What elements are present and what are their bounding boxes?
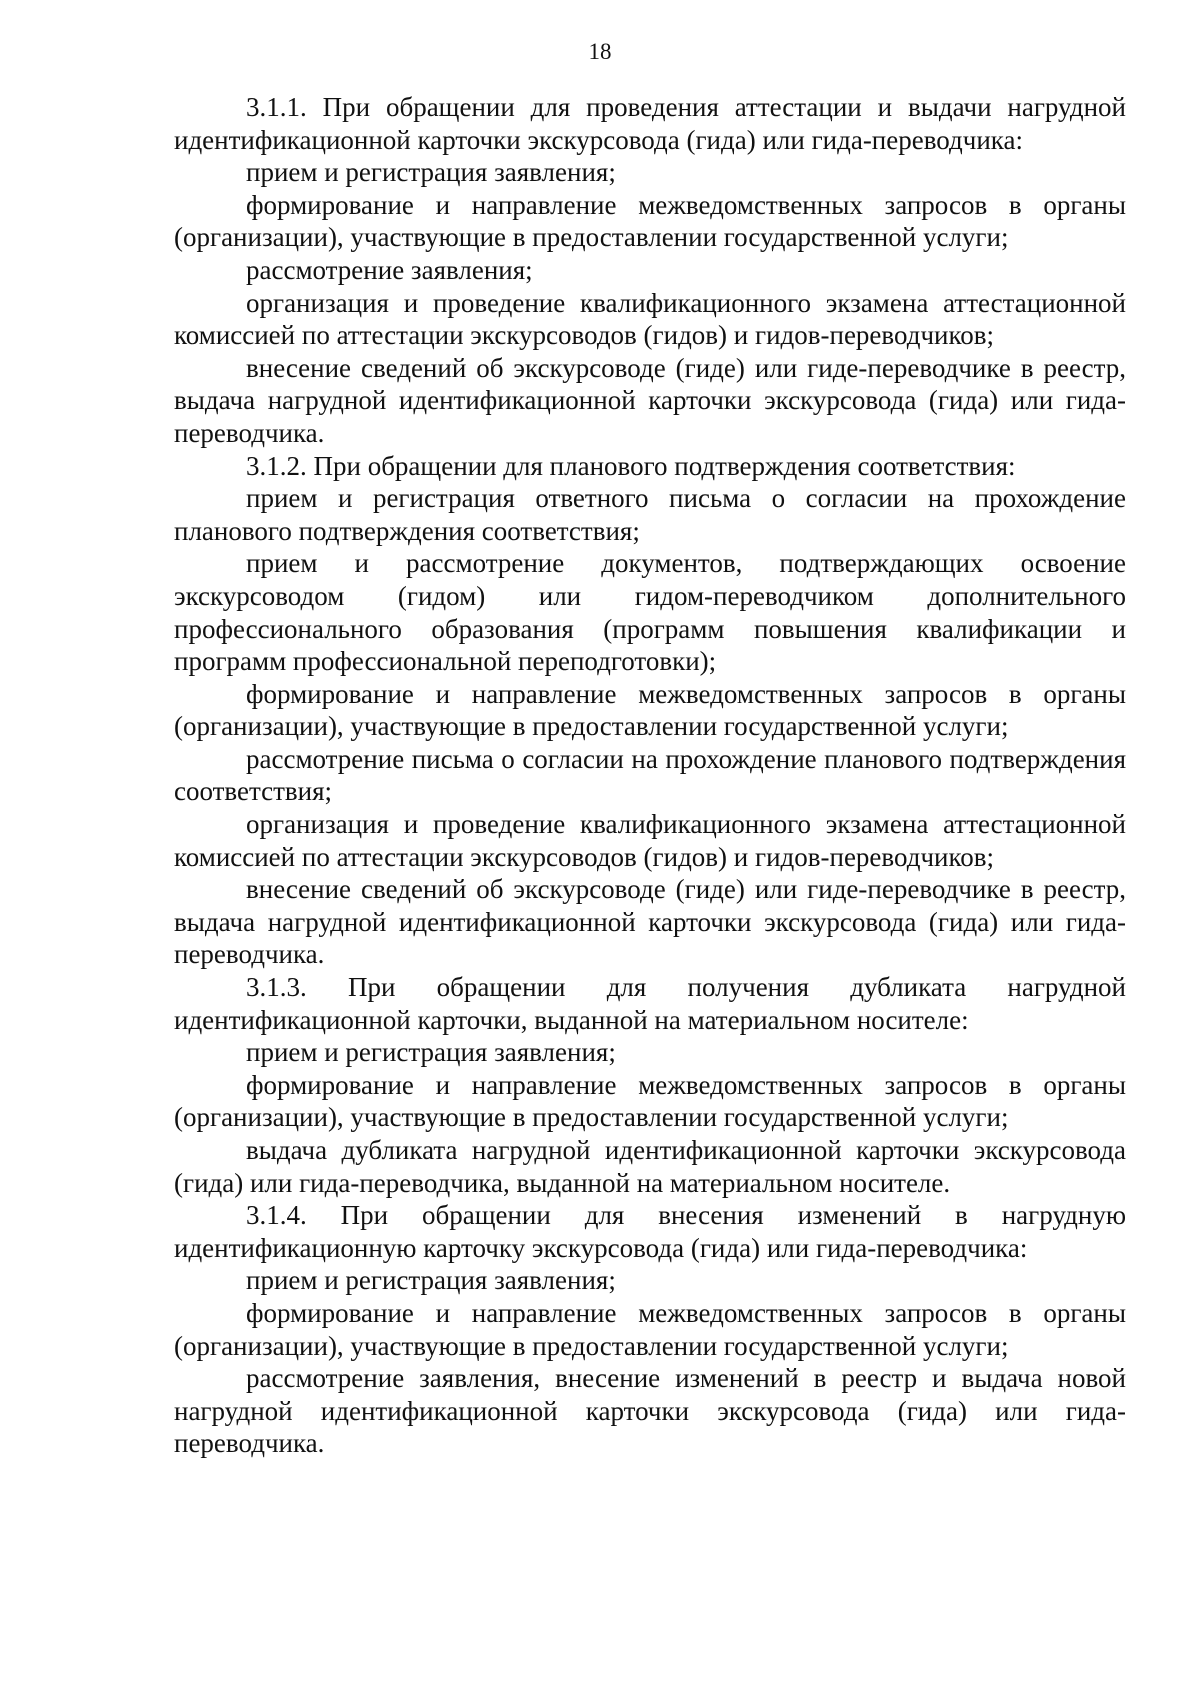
paragraph: внесение сведений об экскурсоводе (гиде) или гиде-переводчике в реестр, выдача нагрудной идентификационной карточки экскурсовода (гида) или гида-переводчика. [174,874,1126,970]
paragraph: рассмотрение заявления; [246,254,533,285]
paragraph: рассмотрение заявления, внесение изменений в реестр и выдача новой нагрудной идентификационной карточки экскурсовода (гида) или гида-переводчика. [174,1363,1126,1459]
paragraph: прием и регистрация заявления; [246,1037,616,1068]
paragraph: прием и рассмотрение документов, подтверждающих освоение экскурсоводом (гидом) или гидом-переводчиком дополнительного профессионального образования (программ повышения квалификации и программ профессиональной переподготовки); [174,548,1126,677]
paragraph: прием и регистрация заявления; [246,1265,616,1296]
paragraph: 3.1.1. При обращении для проведения аттестации и выдачи нагрудной идентификационной карточки экскурсовода (гида) или гида-переводчика: [174,92,1126,155]
document-body [174,91,1126,1460]
paragraph: прием и регистрация заявления; [246,157,616,188]
paragraph: внесение сведений об экскурсоводе (гиде) или гиде-переводчике в реестр, выдача нагрудной идентификационной карточки экскурсовода (гида) или гида-переводчика. [174,352,1126,448]
paragraph: рассмотрение письма о согласии на прохождение планового подтверждения соответствия; [174,743,1126,807]
page-number: 18 [588,39,612,64]
paragraph: формирование и направление межведомственных запросов в органы (организации), участвующие в предоставлении государственной услуги; [174,1297,1126,1361]
paragraph: 3.1.2. При обращении для планового подтверждения соответствия: [246,450,1016,481]
paragraph: 3.1.3. При обращении для получения дубликата нагрудной идентификационной карточки, выданной на материальном носителе: [174,972,1126,1035]
paragraph: прием и регистрация ответного письма о согласии на прохождение планового подтверждения соответствия; [174,483,1126,546]
paragraph: организация и проведение квалификационного экзамена аттестационной комиссией по аттестации экскурсоводов (гидов) и гидов-переводчиков; [174,287,1126,351]
paragraph: 3.1.4. При обращении для внесения изменений в нагрудную идентификационную карточку экскурсовода (гида) или гида-переводчика: [174,1200,1126,1263]
paragraph: организация и проведение квалификационного экзамена аттестационной комиссией по аттестации экскурсоводов (гидов) и гидов-переводчиков; [174,809,1126,872]
paragraph: выдача дубликата нагрудной идентификационной карточки экскурсовода (гида) или гида-переводчика, выданной на материальном носителе. [174,1135,1126,1198]
paragraph: формирование и направление межведомственных запросов в органы (организации), участвующие в предоставлении государственной услуги; [174,189,1126,253]
paragraph: формирование и направление межведомственных запросов в органы (организации), участвующие в предоставлении государственной услуги; [174,678,1126,742]
paragraph: формирование и направление межведомственных запросов в органы (организации), участвующие в предоставлении государственной услуги; [174,1069,1126,1133]
